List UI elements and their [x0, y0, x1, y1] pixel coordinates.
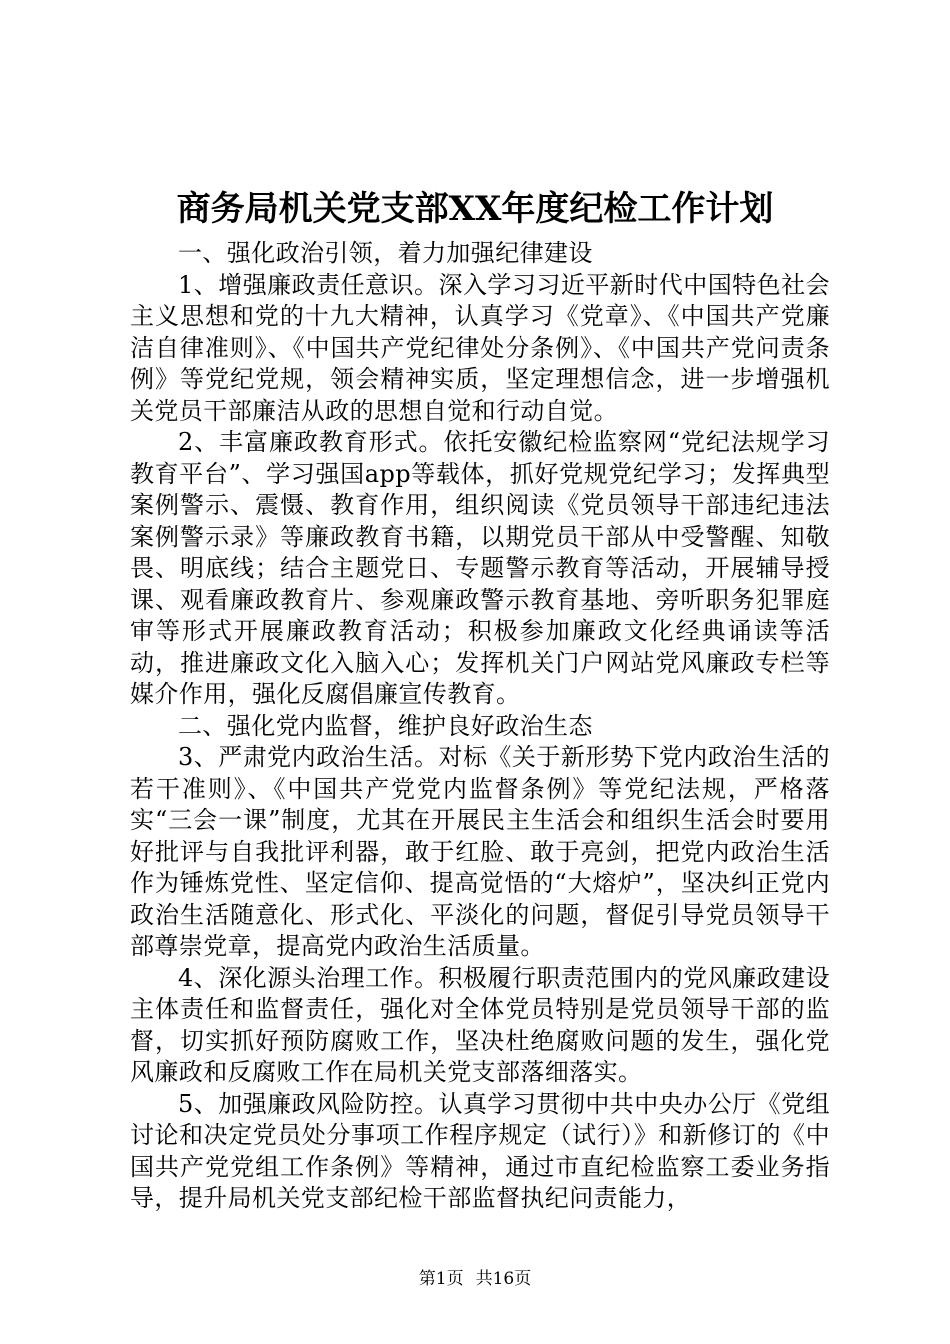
body-paragraph: 4、深化源头治理工作。积极履行职责范围内的党风廉政建设主体责任和监督责任，强化对全体党员特别是党员领导干部的监督，切实抓好预防腐败工作，坚决杜绝腐败问题的发生，强化党风廉政和反腐败工作在局机关党支部落细落实。	[130, 963, 830, 1086]
page-number: 第1页	[418, 1269, 464, 1289]
section-heading: 二、强化党内监督，维护良好政治生态	[178, 711, 593, 740]
body-paragraph: 1、增强廉政责任意识。深入学习习近平新时代中国特色社会主义思想和党的十九大精神，认真学习《党章》、《中国共产党廉洁自律准则》、《中国共产党纪律处分条例》、《中国共产党问责条例》等党纪党规，领会精神实质，坚定理想信念，进一步增强机关党员干部廉洁从政的思想自觉和行动自觉。	[130, 270, 830, 425]
body-paragraph: 5、加强廉政风险防控。认真学习贯彻中共中央办公厅《党组讨论和决定党员处分事项工作程序规定（试行）》和新修订的《中国共产党党组工作条例》等精神，通过市直纪检监察工委业务指导，提升局机关党支部纪检干部监督执纪问责能力，	[130, 1089, 830, 1212]
document-title: 商务局机关党支部XX年度纪检工作计划	[176, 189, 774, 229]
document-body	[130, 238, 830, 1215]
page-footer	[0, 1268, 950, 1290]
section-heading: 一、强化政治引领，着力加强纪律建设	[178, 239, 593, 267]
body-paragraph: 3、严肃党内政治生活。对标《关于新形势下党内政治生活的若干准则》、《中国共产党党内监督条例》等党纪法规，严格落实“三会一课”制度，尤其在开展民主生活会和组织生活会时要用好批评与自我批评利器，敢于红脸、敢于亮剑，把党内政治生活作为锤炼党性、坚定信仰、提高觉悟的“大熔炉”，坚决纠正党内政治生活随意化、形式化、平淡化的问题，督促引导党员领导干部尊崇党章，提高党内政治生活质量。	[130, 743, 830, 960]
body-paragraph: 2、丰富廉政教育形式。依托安徽纪检监察网“党纪法规学习教育平台”、学习强国app等载体，抓好党规党纪学习；发挥典型案例警示、震慑、教育作用，组织阅读《党员领导干部违纪违法案例警示录》等廉政教育书籍，以期党员干部从中受警醒、知敬畏、明底线；结合主题党日、专题警示教育等活动，开展辅导授课、观看廉政教育片、参观廉政警示教育基地、旁听职务犯罪庭审等形式开展廉政教育活动；积极参加廉政文化经典诵读等活动，推进廉政文化入脑入心；发挥机关门户网站党风廉政专栏等媒介作用，强化反腐倡廉宣传教育。	[130, 428, 830, 708]
page-total: 共16页	[475, 1269, 532, 1289]
